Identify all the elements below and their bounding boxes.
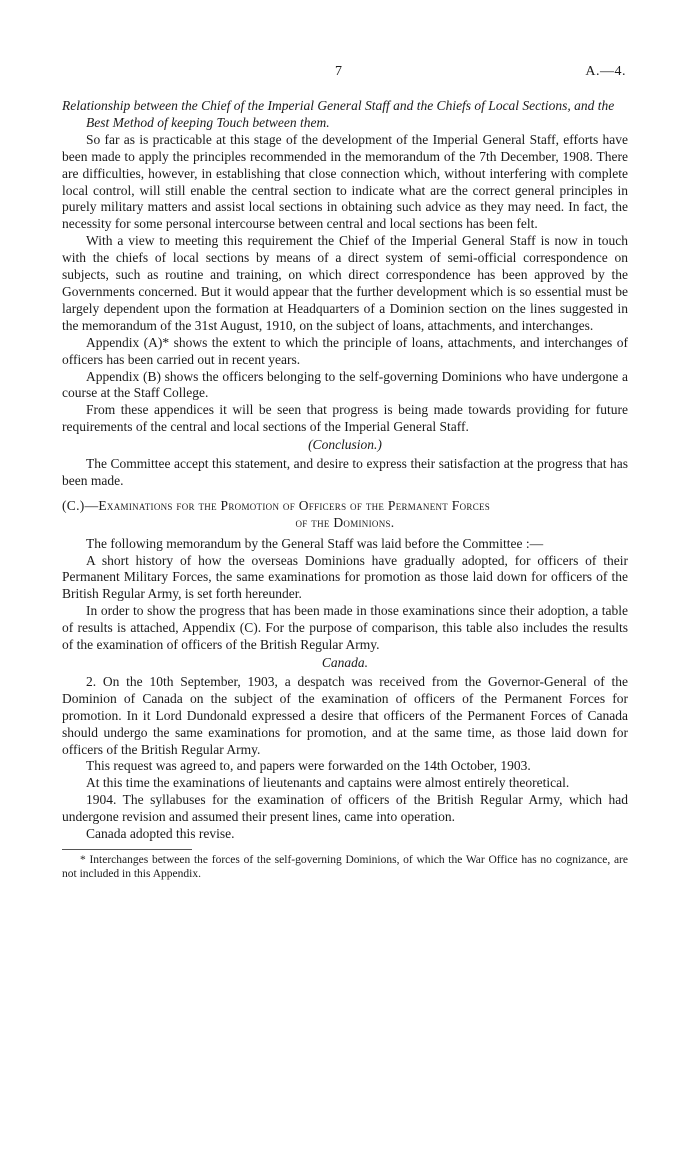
paragraph: Appendix (B) shows the officers belonging to the self-governing Dominions who have undergone a course at the Staff College. xyxy=(62,368,628,401)
paragraph: The following memorandum by the General Staff was laid before the Committee :— xyxy=(86,535,544,551)
paragraph: In order to show the progress that has been made in those examinations since their adoption, a table of results is attached, Appendix (C). For the purpose of comparison, this table also includes the results of the examination of officers of the British Regular Army. xyxy=(62,603,628,653)
canada-heading: Canada. xyxy=(321,655,369,670)
paragraph: At this time the examinations of lieutenants and captains were almost entirely theoretical. xyxy=(86,775,570,791)
paragraph: Appendix (A)* shows the extent to which the principle of loans, attachments, and interchanges of officers has been carried out in recent years. xyxy=(62,334,628,367)
conclusion-paragraph: The Committee accept this statement, and desire to express their satisfaction at the progress that has been made. xyxy=(62,456,628,488)
page-number: 7 xyxy=(335,64,342,79)
section-c-heading xyxy=(62,498,628,532)
section-c-heading-line2: of the Dominions. xyxy=(295,514,395,530)
paragraph: From these appendices it will be seen that progress is being made towards providing for future requirements of the central and local sections of the Imperial General Staff. xyxy=(62,402,628,435)
paragraph: This request was agreed to, and papers were forwarded on the 14th October, 1903. xyxy=(86,758,531,774)
section-c-prefix: (C.)— xyxy=(62,497,99,513)
paragraph: So far as is practicable at this stage of the development of the Imperial General Staff, efforts have been made to apply the principles recommended in the memorandum of the 7th December, 1908. There are difficulties, however, in establishing that close connection which, without interfering with complete local control, will still enable the central section to indicate what are the correct general principles in purely military matters and assist local sections in obtaining such advice as they may need. In fact, the necessity for some personal intercourse between central and local sections has been felt. xyxy=(62,131,628,232)
paragraph: 2. On the 10th September, 1903, a despatch was received from the Governor-General of the Dominion of Canada on the subject of the examination of officers of the Permanent Forces for promotion. In it Lord Dundonald expressed a desire that officers of the Permanent Forces of Canada should undergo the same examinations for promotion, and at the same time, as those laid down for officers of the British Regular Army. xyxy=(62,673,628,757)
document-code: A.—4. xyxy=(585,64,626,79)
document-body xyxy=(62,98,628,881)
paragraph: 1904. The syllabuses for the examination of officers of the British Regular Army, which had undergone revision and assumed their present lines, came into operation. xyxy=(62,792,628,825)
footnote: * Interchanges between the forces of the self-governing Dominions, of which the War Office has no cognizance, are not included in this Appendix. xyxy=(62,853,628,880)
paragraph: A short history of how the overseas Dominions have gradually adopted, for officers of their Permanent Military Forces, the same examinations for promotion as those laid down for officers of the British Regular Army, is set forth hereunder. xyxy=(62,552,628,602)
footnote-divider xyxy=(62,849,192,850)
page-header xyxy=(0,64,700,84)
paragraph: With a view to meeting this requirement the Chief of the Imperial General Staff is now in touch with the chiefs of local sections by means of a direct system of semi-official correspondence on subjects, such as routine and training, on which direct correspondence has been approved by the Governments concerned. But it would appear that the further development which is so essential must be largely dependent upon the formation at Headquarters of a Dominion section on the lines suggested in the memorandum of the 31st August, 1910, on the subject of loans, attachments, and interchanges. xyxy=(62,233,628,333)
section-c-heading-line1: Examinations for the Promotion of Officers of the Permanent Forces xyxy=(98,497,491,513)
conclusion-heading: (Conclusion.) xyxy=(308,437,382,453)
paragraph: Canada adopted this revise. xyxy=(86,826,235,842)
section-title: Relationship between the Chief of the Imperial General Staff and the Chiefs of Local Sections, and the Best Method of keeping Touch between them. xyxy=(62,98,615,130)
